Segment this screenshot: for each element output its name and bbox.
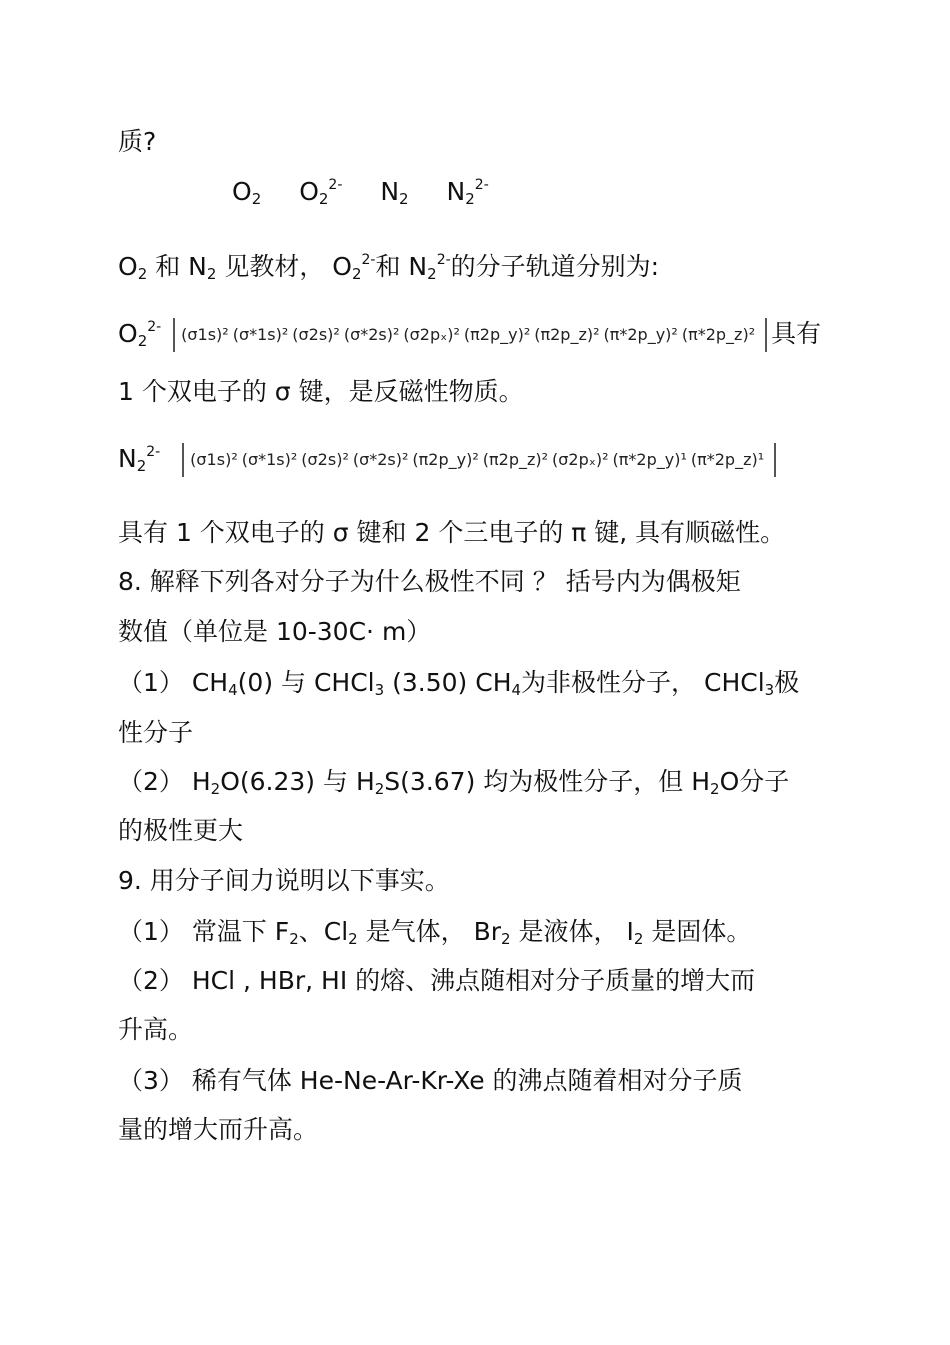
mo-term: (π*2p_z)¹ <box>690 450 765 469</box>
n2-mo-label: $N_2^{2-}$ <box>118 444 161 475</box>
mo-term: (π*2p_y)² <box>603 325 678 344</box>
n2-2minus-mo-config <box>118 443 780 477</box>
species-n2: $N_2$ <box>380 177 409 208</box>
mo-term: (σ2s)² <box>292 325 340 344</box>
question-9-1: （1） 常温下 $F_2$、$Cl_2$ 是气体， $Br_2$ 是液体， $I_2$ 是固体。 <box>118 917 752 948</box>
species-o2: $O_2$ <box>232 177 262 208</box>
answer-8-2: （2） $H_2O(6.23)$ 与 $H_2S(3.67)$ 均为极性分子，但 $H_2O$分子 <box>118 767 790 798</box>
line-question-end: 质? <box>118 127 157 156</box>
answer-8-1-cont: 性分子 <box>118 718 194 747</box>
answer-8-2-cont: 的极性更大 <box>118 816 244 845</box>
mo-term: (π2p_z)² <box>534 325 600 344</box>
mo-term: (σ2pₓ)² <box>403 325 460 344</box>
line-o2-bond-desc: 1 个双电子的 σ 键，是反磁性物质。 <box>118 377 524 406</box>
species-o2-2minus: $O_2^{2-}$ <box>299 177 343 208</box>
line-mo-intro: $O_2$ 和 $N_2$ 见教材， $O_2^{2-}$和 $N_2^{2-}$的分子轨道分别为: <box>118 252 660 283</box>
question-9-3: （3） 稀有气体 He-Ne-Ar-Kr-Xe 的沸点随着相对分子质 <box>118 1066 743 1095</box>
question-9-2-cont: 升高。 <box>118 1015 194 1044</box>
question-9-2: （2） HCl , HBr, HI 的熔、沸点随相对分子质量的增大而 <box>118 966 756 995</box>
question-9: 9. 用分子间力说明以下事实。 <box>118 866 450 895</box>
mo-term: (π*2p_y)¹ <box>612 450 687 469</box>
o2-mo-formula <box>173 318 767 352</box>
species-list <box>232 177 489 207</box>
o2-2minus-mo-config: $O_2^{2-}$ (σ1s)² (σ*1s)² (σ2s)² (σ*2s)² (σ2pₓ)² (π2p_y)² (π2p_z)² (π*2p_y)² (π*2p_z)² 具有 <box>118 319 822 350</box>
answer-8-1: （1） $CH_4(0)$ 与 CHCl$_3$ (3.50) $CH_4$为非极性分子， CHCl$_3$极 <box>118 668 800 699</box>
mo-term: (π*2p_z)² <box>681 325 756 344</box>
mo-term: (π2p_y)² <box>463 325 531 344</box>
mo-term: (σ1s)² <box>190 450 238 469</box>
o2-mo-label: $O_2^{2-}$ <box>118 319 162 350</box>
mo-term: (π2p_y)² <box>412 450 479 469</box>
question-8: 8. 解释下列各对分子为什么极性不同 ？ 括号内为偶极矩 <box>118 567 741 596</box>
mo-term: (σ*2s)² <box>352 450 409 469</box>
species-n2-2minus: $N_2^{2-}$ <box>446 177 489 208</box>
line-n2-bond-desc: 具有 1 个双电子的 σ 键和 2 个三电子的 π 键, 具有顺磁性。 <box>118 518 786 547</box>
mo-term: (σ2pₓ)² <box>552 450 609 469</box>
mo-term: (σ2s)² <box>301 450 349 469</box>
mo-term: (σ*2s)² <box>343 325 400 344</box>
n2-mo-formula <box>182 443 776 477</box>
question-8-units: 数值（单位是 10-30C· m） <box>118 617 432 646</box>
question-9-3-cont: 量的增大而升高。 <box>118 1115 319 1144</box>
mo-term: (σ1s)² <box>181 325 229 344</box>
mo-term: (π2p_z)² <box>482 450 549 469</box>
mo-term: (σ*1s)² <box>241 450 298 469</box>
mo-term: (σ*1s)² <box>232 325 289 344</box>
